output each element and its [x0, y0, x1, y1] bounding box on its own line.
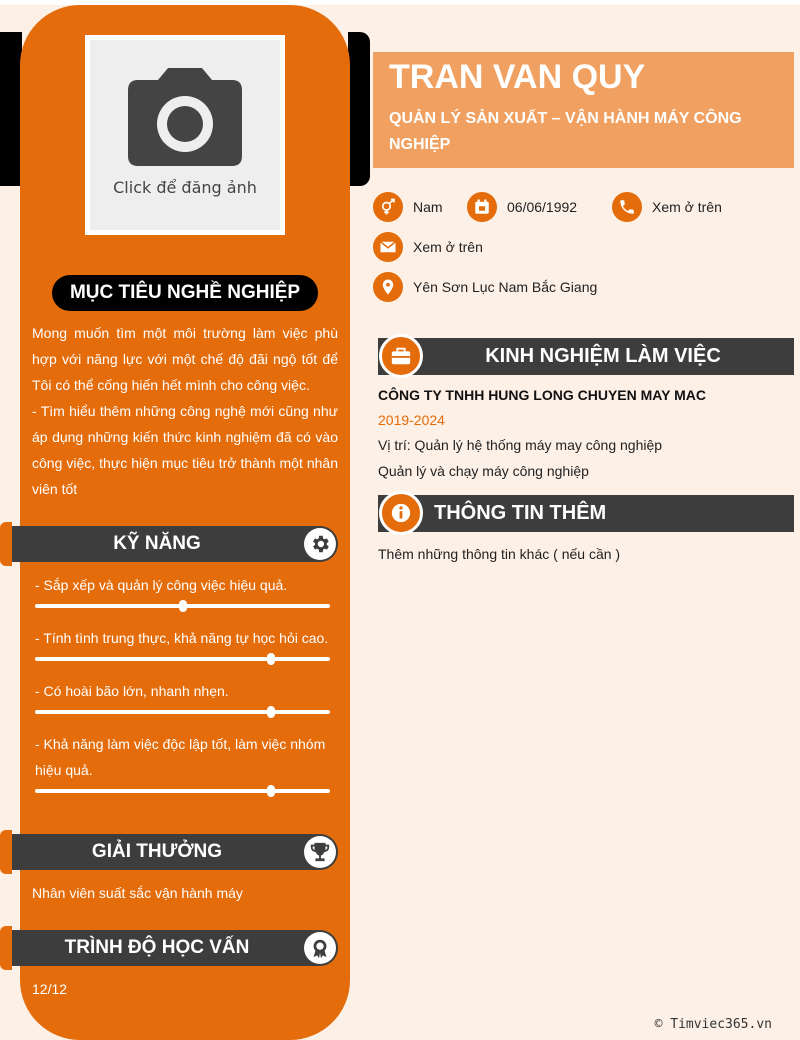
skill-level-knob: [267, 653, 275, 665]
decor-bar-right: [348, 32, 370, 186]
medal-icon: [304, 932, 336, 964]
awards-section-header: [12, 834, 338, 870]
email-icon: [373, 232, 403, 262]
skill-item: - Khả năng làm việc độc lập tốt, làm việc nhóm hiệu quả.: [35, 736, 326, 778]
objective-paragraph: Mong muốn tìm một môi trường làm việc phù hợp với năng lực với một chế độ đãi ngộ tốt để Tôi có thể cống hiến hết mình cho công việc.: [32, 325, 338, 393]
skill-level-bar: [35, 789, 330, 793]
skills-section-header: [12, 526, 338, 562]
header-box: [373, 52, 794, 168]
awards-title: GIẢI THƯỞNG: [91, 841, 223, 862]
experience-section-header: [378, 338, 794, 375]
job-detail: Quản lý và chạy máy công nghiệp: [378, 463, 589, 479]
objective-title: MỤC TIÊU NGHỀ NGHIỆP: [52, 275, 318, 311]
skill-level-bar: [35, 604, 330, 608]
address-text: Yên Sơn Lục Nam Bắc Giang: [413, 279, 598, 295]
avatar-placeholder[interactable]: [90, 40, 280, 230]
job-detail: Vị trí: Quản lý hệ thống máy may công nghiệp: [378, 437, 663, 453]
job-company: CÔNG TY TNHH HUNG LONG CHUYEN MAY MAC: [378, 387, 706, 403]
objective-text: [32, 320, 338, 502]
footer-credit: © Timviec365.vn: [654, 1017, 772, 1032]
extra-section-header: [378, 495, 794, 532]
gear-icon: [304, 528, 336, 560]
email-text: Xem ở trên: [413, 239, 483, 255]
decor-bar-left: [0, 32, 22, 186]
candidate-name: TRAN VAN QUY: [389, 58, 646, 96]
education-title: TRÌNH ĐỘ HỌC VẤN: [64, 937, 250, 958]
skills-title: KỸ NĂNG: [113, 533, 201, 554]
education-section-header: [12, 930, 338, 966]
extra-title: THÔNG TIN THÊM: [434, 502, 607, 524]
skill-level-bar: [35, 657, 330, 661]
calendar-icon: [467, 192, 497, 222]
skill-item: - Sắp xếp và quản lý công việc hiệu quả.: [35, 577, 288, 593]
skill-item: - Có hoài bão lớn, nhanh nhẹn.: [35, 683, 229, 699]
experience-title: KINH NGHIỆM LÀM VIỆC: [485, 345, 721, 367]
avatar-upload[interactable]: [85, 35, 285, 235]
skill-level-knob: [267, 785, 275, 797]
awards-tab-decor: [0, 830, 12, 874]
skill-level-knob: [267, 706, 275, 718]
info-icon: [379, 491, 423, 535]
camera-icon: [128, 68, 242, 166]
education-text: 12/12: [32, 981, 68, 997]
trophy-icon: [304, 836, 336, 868]
skill-level-knob: [179, 600, 187, 612]
gender-icon: [373, 192, 403, 222]
education-tab-decor: [0, 926, 12, 970]
phone-text: Xem ở trên: [652, 199, 722, 215]
avatar-upload-label[interactable]: Click để đăng ảnh: [113, 178, 257, 197]
extra-text: Thêm những thông tin khác ( nếu cần ): [378, 546, 621, 562]
skills-tab-decor: [0, 522, 12, 566]
gender-text: Nam: [413, 199, 443, 215]
objective-paragraph: - Tìm hiểu thêm những công nghệ mới cũng như áp dụng những kiến thức kinh nghiệm đã có vào công việc, thực hiện mục tiêu trở thành một nhân viên tốt: [32, 403, 338, 497]
phone-icon: [612, 192, 642, 222]
skill-level-bar: [35, 710, 330, 714]
birthday-text: 06/06/1992: [507, 199, 578, 215]
candidate-position: QUẢN LÝ SẢN XUẤT – VẬN HÀNH MÁY CÔNG NGHIỆP: [389, 110, 742, 153]
skill-item: - Tính tình trung thực, khả năng tự học hỏi cao.: [35, 630, 329, 646]
briefcase-icon: [379, 334, 423, 378]
awards-text: Nhân viên suất sắc vận hành máy: [32, 885, 243, 901]
location-icon: [373, 272, 403, 302]
job-years: 2019-2024: [378, 412, 445, 428]
